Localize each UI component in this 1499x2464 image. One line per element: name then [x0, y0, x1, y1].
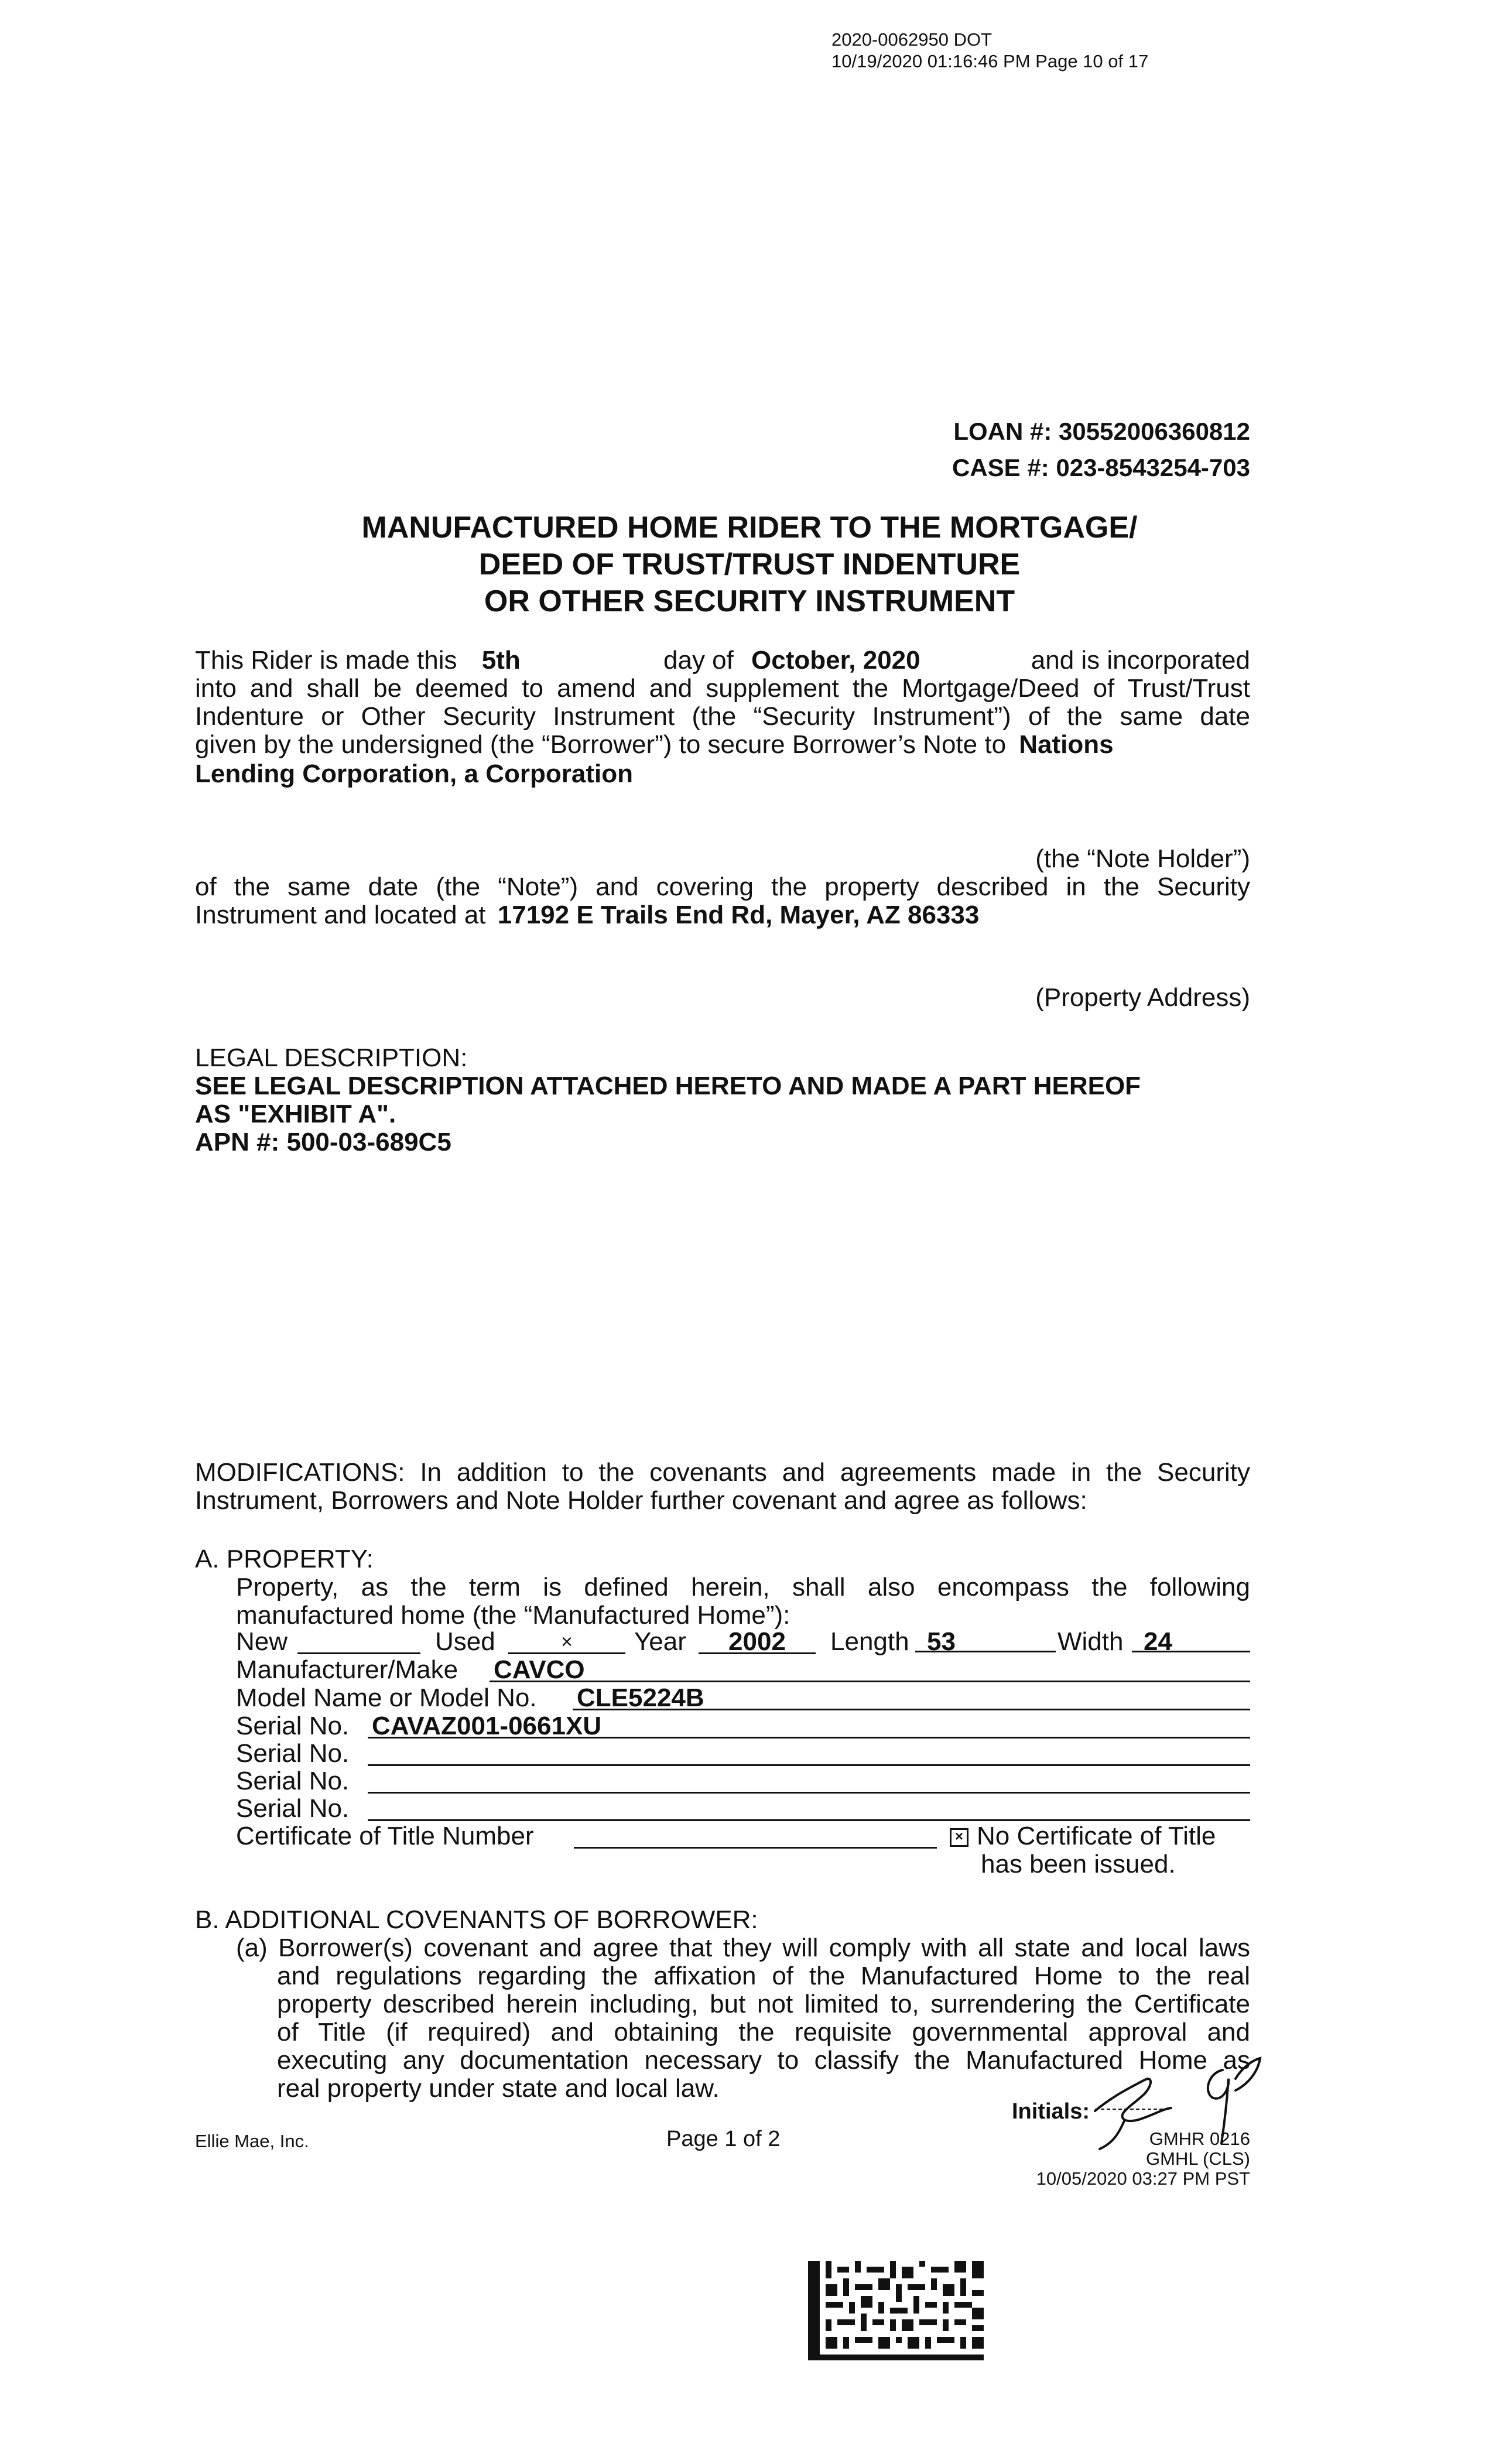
year-label: Year — [634, 1627, 686, 1656]
document-title-line-3: OR OTHER SECURITY INSTRUMENT — [484, 584, 1015, 618]
section-b-a-line-6: real property under state and local law. — [277, 2074, 720, 2103]
intro-line-4 — [195, 731, 1250, 759]
rider-date: October, 2020 — [751, 646, 920, 675]
initials-label: Initials: — [1012, 2099, 1090, 2124]
make-underline — [490, 1681, 1250, 1682]
section-a-line-2: manufactured home (the “Manufactured Home”): — [236, 1601, 790, 1630]
make-value: CAVCO — [494, 1655, 585, 1684]
document-barcode — [808, 2260, 984, 2361]
intro-suffix: and is incorporated — [1031, 646, 1250, 675]
intro-prefix: This Rider is made this — [195, 646, 457, 675]
model-underline — [573, 1709, 1250, 1710]
serial-underline-1 — [368, 1737, 1250, 1739]
section-b-a-line-2: and regulations regarding the affixation of the Manufactured Home to the real — [277, 1962, 1250, 1990]
form-code-1: GMHR 0216 — [1149, 2128, 1250, 2149]
length-label: Length — [830, 1627, 909, 1656]
serial-value-1: CAVAZ001-0661XU — [372, 1712, 602, 1740]
legal-description-line-1: SEE LEGAL DESCRIPTION ATTACHED HERETO AND MADE A PART HEREOF — [195, 1072, 1141, 1100]
section-b-a-line-5: executing any documentation necessary to classify the Manufactured Home as — [277, 2046, 1250, 2075]
serial-label-1: Serial No. — [236, 1712, 350, 1740]
serial-label-4: Serial No. — [236, 1794, 350, 1823]
note-holder-label: (the “Note Holder”) — [1035, 844, 1250, 873]
serial-label-2: Serial No. — [236, 1739, 350, 1768]
serial-underline-3 — [368, 1792, 1250, 1794]
no-title-row — [950, 1822, 1216, 1850]
legal-description-line-2: AS "EXHIBIT A". — [195, 1100, 396, 1128]
intro-line-7 — [195, 901, 979, 929]
intro-line-6: of the same date (the “Note”) and covering the property described in the Security — [195, 872, 1250, 901]
width-label: Width — [1057, 1627, 1124, 1656]
model-label: Model Name or Model No. — [236, 1683, 537, 1712]
section-a-heading: A. PROPERTY: — [195, 1545, 374, 1573]
section-b-heading: B. ADDITIONAL COVENANTS OF BORROWER: — [195, 1905, 758, 1934]
used-label: Used — [435, 1627, 495, 1656]
property-address-label: (Property Address) — [1035, 983, 1250, 1012]
width-field: 24 — [1132, 1628, 1250, 1652]
property-address: 17192 E Trails End Rd, Mayer, AZ 86333 — [497, 901, 980, 929]
form-date: 10/05/2020 03:27 PM PST — [1036, 2168, 1250, 2189]
length-field: 53 — [915, 1628, 1056, 1652]
page-number: Page 1 of 2 — [666, 2127, 781, 2151]
no-title-line-2: has been issued. — [981, 1850, 1176, 1878]
section-b-a-line-4: of Title (if required) and obtaining the requisite governmental approval and — [277, 2018, 1250, 2047]
intro-line-3: Indenture or Other Security Instrument (the “Security Instrument”) of the same date — [195, 702, 1250, 731]
no-title-checkbox: × — [950, 1828, 968, 1847]
apn-number: APN #: 500-03-689C5 — [195, 1128, 451, 1156]
new-field — [297, 1628, 420, 1654]
make-label: Manufacturer/Make — [236, 1655, 458, 1684]
new-label: New — [236, 1627, 288, 1656]
form-code-2: GMHL (CLS) — [1146, 2148, 1250, 2169]
no-title-line-1: No Certificate of Title — [977, 1822, 1216, 1850]
model-value: CLE5224B — [577, 1683, 704, 1712]
intro-day-of: day of — [663, 646, 734, 675]
document-title-line-2: DEED OF TRUST/TRUST INDENTURE — [478, 547, 1021, 581]
serial-underline-4 — [368, 1819, 1250, 1821]
title-number-label: Certificate of Title Number — [236, 1822, 534, 1850]
year-field: 2002 — [699, 1628, 816, 1654]
lender-name-part-1: Nations — [1019, 730, 1114, 759]
rider-day: 5th — [481, 646, 521, 675]
document-number: 2020-0062950 DOT — [831, 29, 993, 50]
section-b-a-line-3: property described herein including, but not limited to, surrendering the Certificate — [277, 1990, 1250, 2018]
intro-line-4-prefix: given by the undersigned (the “Borrower”) to secure Borrower’s Note to — [195, 730, 1007, 759]
intro-line-7-prefix: Instrument and located at — [195, 901, 486, 929]
intro-line-1 — [195, 646, 1250, 675]
vendor-name: Ellie Mae, Inc. — [195, 2131, 309, 2151]
case-number: CASE #: 023-8543254-703 — [952, 454, 1250, 481]
intro-line-2: into and shall be deemed to amend and supplement the Mortgage/Deed of Trust/Trust — [195, 674, 1250, 703]
section-b-a-line-1: (a) Borrower(s) covenant and agree that they will comply with all state and local laws — [236, 1933, 1250, 1962]
section-a-line-1: Property, as the term is defined herein, shall also encompass the following — [236, 1573, 1250, 1601]
serial-underline-2 — [368, 1764, 1250, 1766]
document-title-line-1: MANUFACTURED HOME RIDER TO THE MORTGAGE/ — [361, 511, 1138, 545]
lender-name-part-2: Lending Corporation, a Corporation — [195, 759, 633, 788]
loan-number: LOAN #: 30552006360812 — [953, 417, 1250, 445]
home-specs-row — [236, 1628, 1250, 1656]
title-number-underline — [574, 1847, 937, 1849]
modifications-line-1: MODIFICATIONS: In addition to the covenants and agreements made in the Security — [195, 1458, 1250, 1487]
legal-description-label: LEGAL DESCRIPTION: — [195, 1043, 468, 1072]
recording-timestamp: 10/19/2020 01:16:46 PM Page 10 of 17 — [831, 51, 1149, 71]
used-field: × — [508, 1628, 625, 1654]
modifications-line-2: Instrument, Borrowers and Note Holder further covenant and agree as follows: — [195, 1486, 1087, 1515]
serial-label-3: Serial No. — [236, 1767, 350, 1795]
